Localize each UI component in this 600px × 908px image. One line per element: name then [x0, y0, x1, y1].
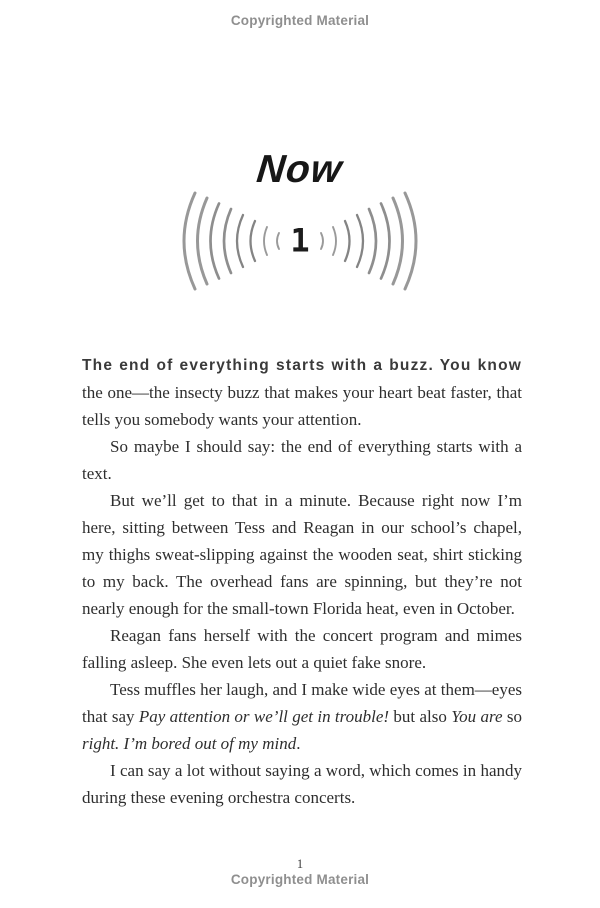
text-segment: The end of everything starts with a buzz. You know the one—the insecty buzz that makes your heart beat faster, that tells you somebody wants your attention. — [82, 357, 522, 429]
sound-wave-graphic — [180, 191, 420, 291]
paragraph — [82, 622, 522, 676]
text-segment: You are — [451, 707, 503, 726]
text-segment: Tess muffles her laugh, and I make wide eyes at them—eyes that say — [82, 680, 522, 726]
page-number: 1 — [296, 857, 304, 871]
copyright-notice-bottom: Copyrighted Material — [230, 872, 370, 887]
paragraph — [82, 757, 522, 811]
text-segment: Reagan fans herself with the concert program and mimes falling asleep. She even lets out a quiet fake snore. — [82, 626, 522, 672]
text-segment: . — [296, 734, 301, 753]
text-segment: Pay attention or we’ll get in trouble! — [138, 707, 390, 726]
paragraph — [82, 433, 522, 487]
section-title: Now — [255, 148, 345, 191]
body-text — [82, 352, 522, 811]
text-segment: But we’ll get to that in a minute. Because right now I’m here, sitting between Tess and Reagan in our school’s chapel, my thighs sweat-slipping against the wooden seat, shirt sticking to my back. The overhead fans are spinning, but they’re not nearly enough for the small-town Florida heat, even in October. — [82, 491, 522, 618]
chapter-number: 1 — [290, 221, 310, 260]
copyright-notice-top: Copyrighted Material — [230, 13, 370, 28]
text-segment: so — [502, 707, 522, 726]
text-segment: So maybe I should say: the end of everything starts with a text. — [82, 437, 522, 483]
chapter-header — [0, 150, 600, 291]
paragraph — [82, 352, 522, 433]
paragraph — [82, 487, 522, 622]
text-segment: I can say a lot without saying a word, which comes in handy during these evening orchestra concerts. — [82, 761, 522, 807]
text-segment: right. I’m bored out of my mind — [82, 734, 297, 753]
paragraph — [82, 676, 522, 757]
text-segment: but also — [389, 707, 452, 726]
